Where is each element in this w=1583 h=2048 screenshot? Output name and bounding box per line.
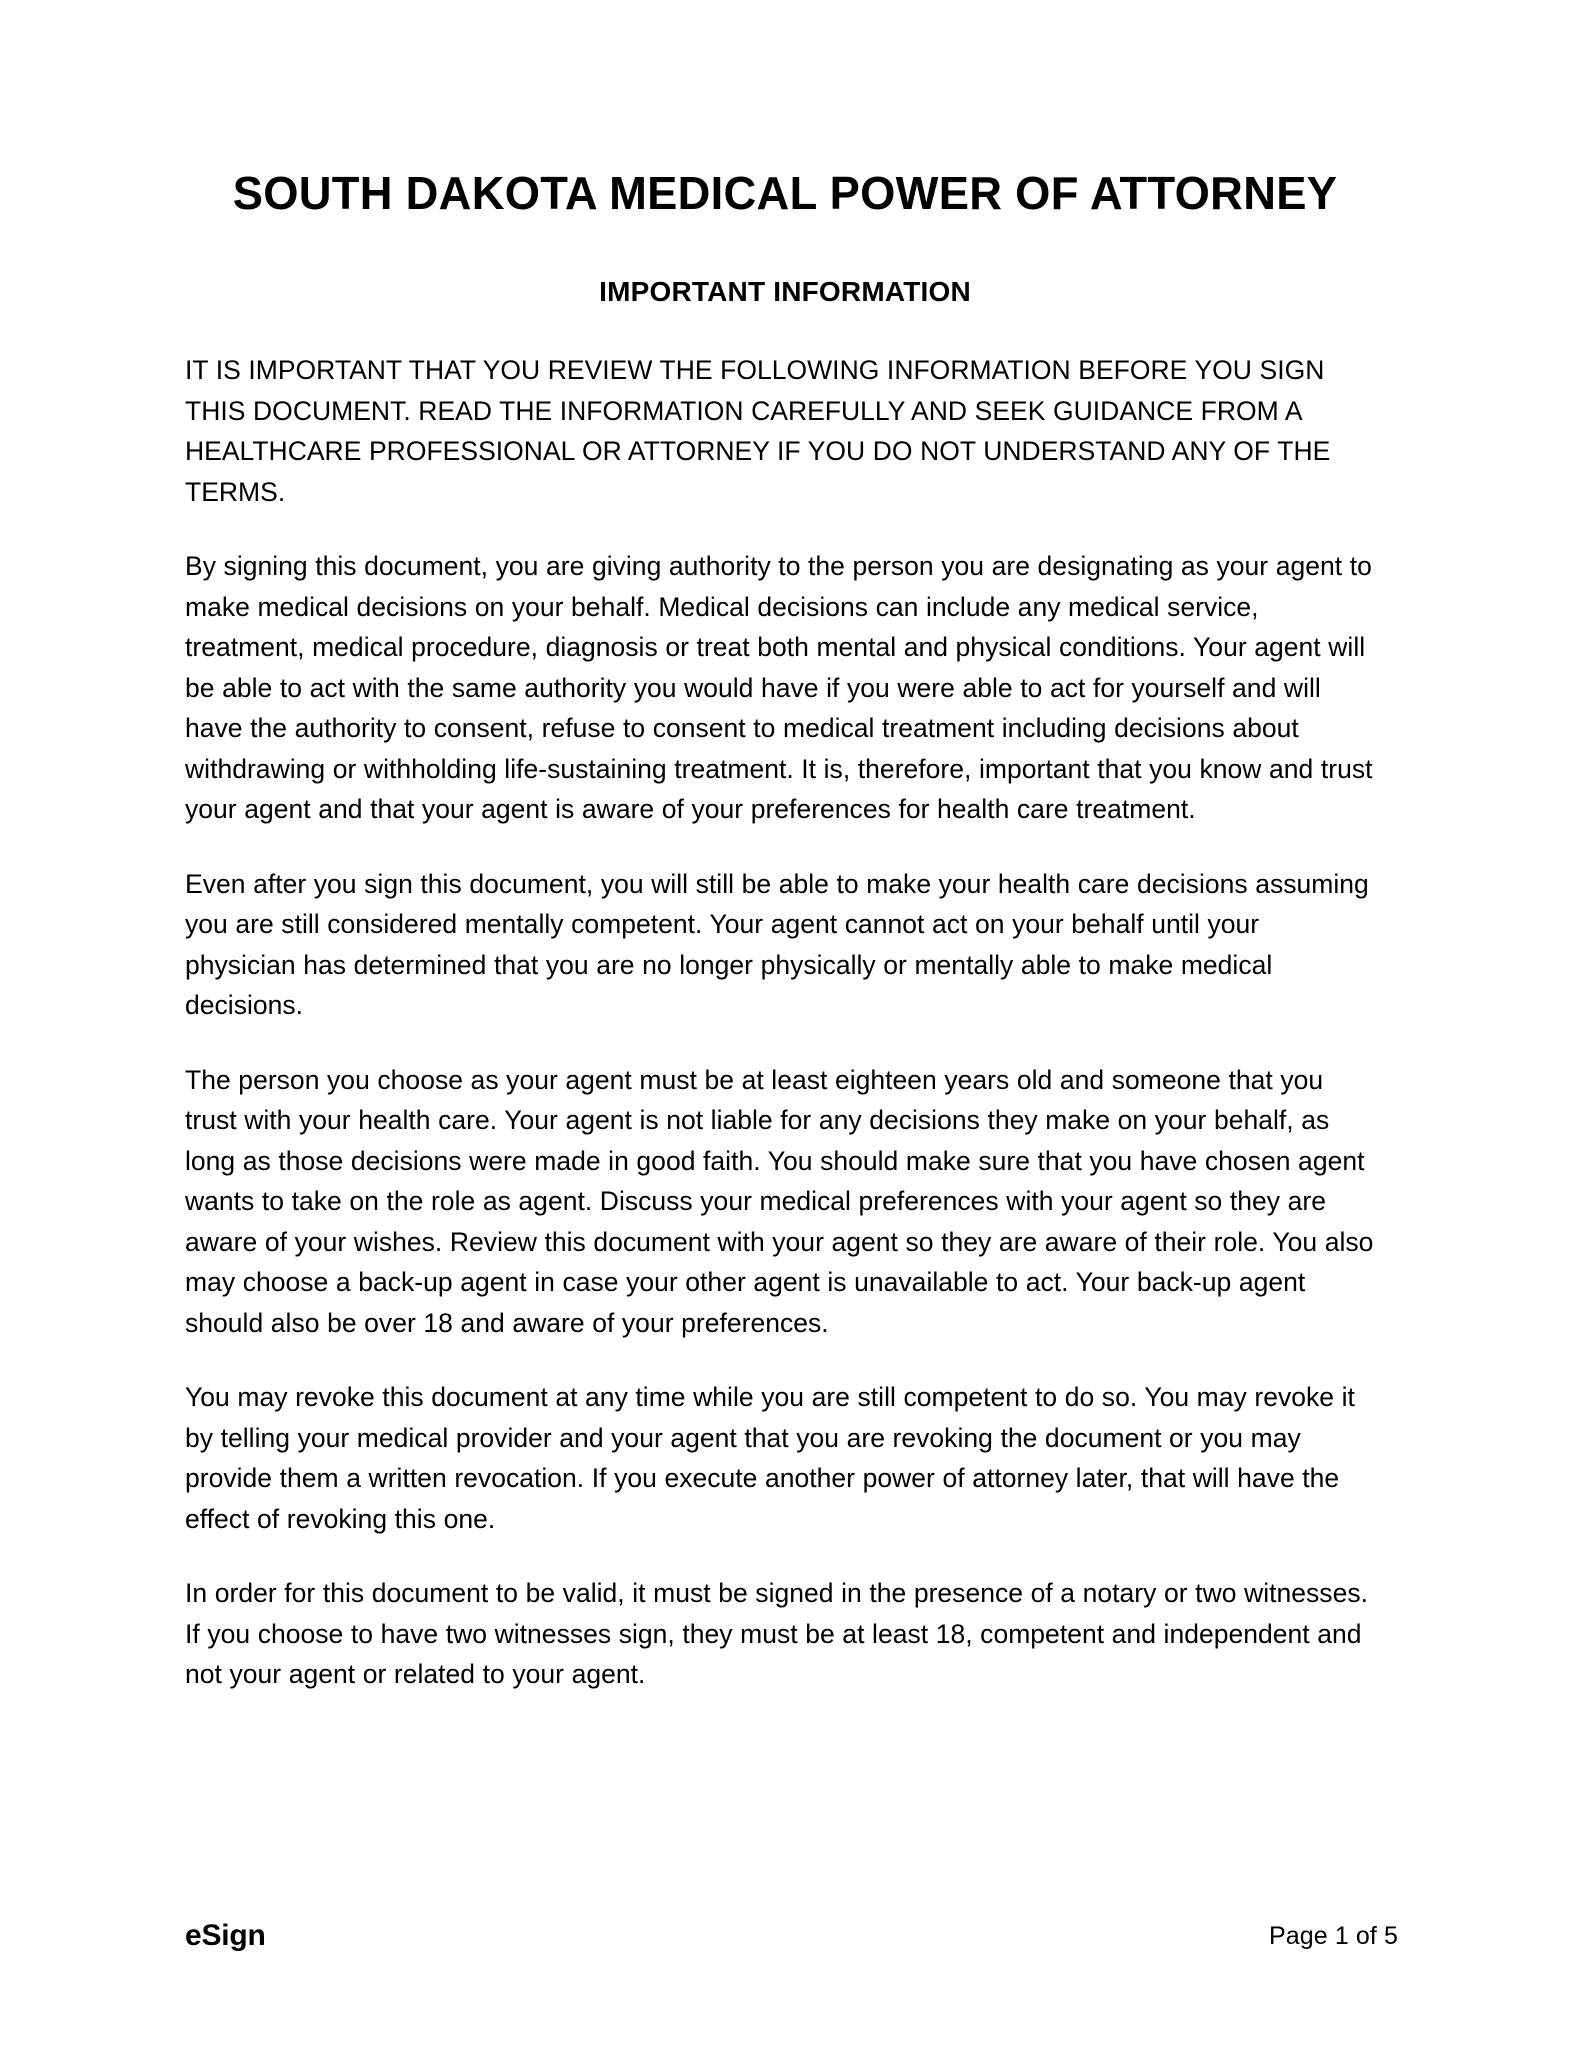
page-footer (185, 1916, 1398, 1956)
paragraph-competence: Even after you sign this document, you will still be able to make your health care decisions assuming you are still considered mentally competent. Your agent cannot act on your behalf until your physician has determined that you are no longer physically or mentally able to make medical decisions. (185, 868, 1369, 1021)
paragraph-notice: IT IS IMPORTANT THAT YOU REVIEW THE FOLLOWING INFORMATION BEFORE YOU SIGN THIS DOCUMENT. READ THE INFORMATION CAREFULLY AND SEEK GUIDANCE FROM A HEALTHCARE PROFESSIONAL OR ATTORNEY IF YOU DO NOT UNDERSTAND ANY OF THE TERMS. (185, 355, 1331, 507)
body-text-block (185, 308, 1377, 1695)
document-content (185, 0, 1385, 1695)
section-heading-important-information: IMPORTANT INFORMATION (599, 275, 971, 307)
paragraph-execution: In order for this document to be valid, it must be signed in the presence of a notary or two witnesses. If you choose to have two witnesses sign, they must be at least 18, competent and independent and not your agent or related to your agent. (185, 1578, 1368, 1690)
paragraph-revocation: You may revoke this document at any time while you are still competent to do so. You may revoke it by telling your medical provider and your agent that you are revoking the document or you may provide them a written revocation. If you execute another power of attorney later, that will have the effect of revoking this one. (185, 1382, 1355, 1534)
paragraph-agent-requirements: The person you choose as your agent must be at least eighteen years old and someone that you trust with your health care. Your agent is not liable for any decisions they make on your behalf, as long as those decisions were made in good faith. You should make sure that you have chosen agent wants to take on the role as agent. Discuss your medical preferences with your agent so they are aware of your wishes. Review this document with your agent so they are aware of their role. You also may choose a back-up agent in case your other agent is unavailable to act. Your back-up agent should also be over 18 and aware of your preferences. (185, 1064, 1374, 1338)
paragraph-authority: By signing this document, you are giving authority to the person you are designating as your agent to make medical decisions on your behalf. Medical decisions can include any medical service, treatment, medical procedure, diagnosis or treat both mental and physical conditions. Your agent will be able to act with the same authority you would have if you were able to act for yourself and will have the authority to consent, refuse to consent to medical treatment including decisions about withdrawing or withholding life-sustaining treatment. It is, therefore, important that you know and trust your agent and that your agent is aware of your preferences for health care treatment. (185, 551, 1373, 825)
page-number-label: Page 1 of 5 (1269, 1921, 1398, 1950)
page-title: SOUTH DAKOTA MEDICAL POWER OF ATTORNEY (232, 167, 1338, 219)
esign-logo: eSign (185, 1919, 266, 1952)
